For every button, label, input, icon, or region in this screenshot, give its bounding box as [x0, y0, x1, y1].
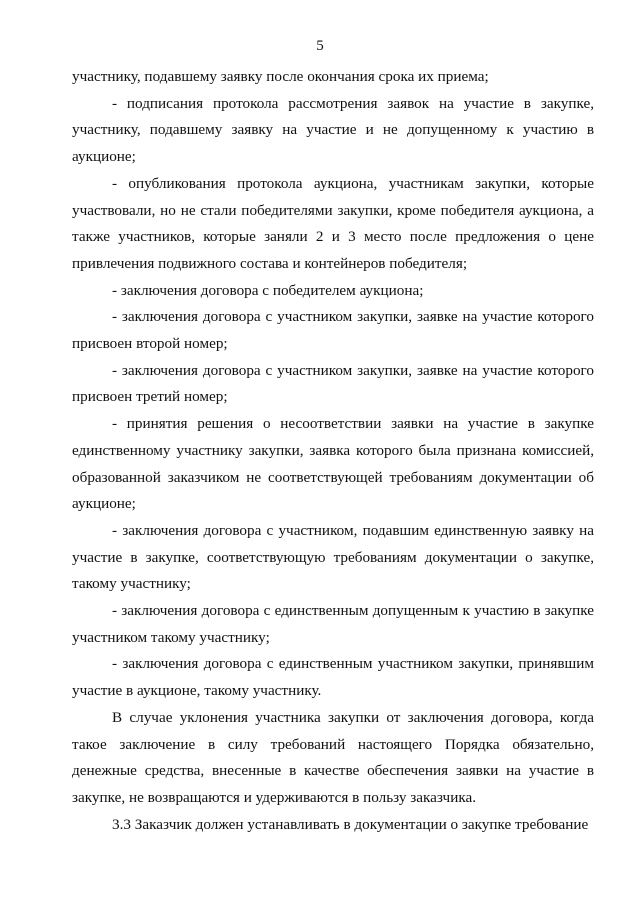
- paragraph: - заключения договора с участником, подавшим единственную заявку на участие в закупке, соответствующую требованиям документации о закупке, такому участнику;: [72, 521, 594, 593]
- paragraph: - подписания протокола рассмотрения заявок на участие в закупке, участнику, подавшему заявку на участие и не допущенному к участию в аукционе;: [72, 94, 594, 166]
- page-number: 5: [316, 38, 324, 54]
- paragraph: - заключения договора с участником закупки, заявке на участие которого присвоен второй номер;: [72, 308, 594, 353]
- paragraph: 3.3 Заказчик должен устанавливать в документации о закупке требование: [112, 815, 589, 833]
- paragraph: - принятия решения о несоответствии заявки на участие в закупке единственному участнику закупки, заявка которого была признана комиссией, образованной заказчиком не соответствующей требованиям документации об аукционе;: [72, 415, 594, 513]
- paragraph: - заключения договора с победителем аукциона;: [112, 281, 424, 299]
- paragraph: - заключения договора с единственным участником закупки, принявшим участие в аукционе, такому участнику.: [72, 655, 594, 700]
- paragraph: участнику, подавшему заявку после окончания срока их приема;: [72, 68, 489, 85]
- document-body: [72, 64, 594, 838]
- paragraph: - заключения договора с единственным допущенным к участию в закупке участником такому участнику;: [72, 602, 594, 646]
- paragraph: В случае уклонения участника закупки от заключения договора, когда такое заключение в силу требований настоящего Порядка обязательно, денежные средства, внесенные в качестве обеспечения заявки на участие в закупке, не возвращаются и удерживаются в пользу заказчика.: [72, 708, 594, 806]
- paragraph: - заключения договора с участником закупки, заявке на участие которого присвоен третий номер;: [72, 361, 594, 406]
- paragraph: - опубликования протокола аукциона, участникам закупки, которые участвовали, но не стали победителями закупки, кроме победителя аукциона, а также участников, которые заняли 2 и 3 место после предложения о цене привлечения подвижного состава и контейнеров победителя;: [72, 174, 594, 272]
